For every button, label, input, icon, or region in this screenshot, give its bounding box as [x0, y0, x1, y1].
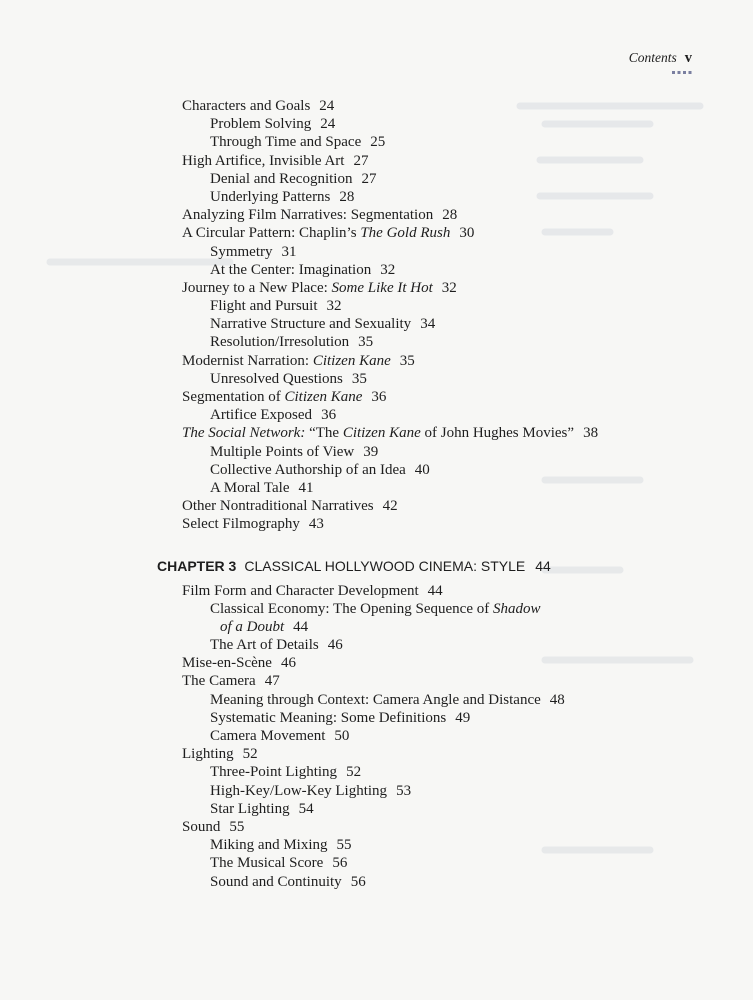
toc-entry-title-part: Through Time and Space	[210, 134, 362, 151]
toc-entry-page: 48	[549, 691, 565, 708]
toc-entry-title-part: A Circular Pattern: Chaplin’s	[182, 225, 361, 242]
running-head-label: Contents	[628, 50, 677, 65]
header-ornament	[672, 71, 694, 74]
toc-entry[interactable]	[210, 854, 753, 872]
toc-entry-title-part: Resolution/Irresolution	[210, 334, 350, 351]
toc-entry-page: 31	[281, 243, 297, 260]
toc-entry-title-part: The Camera	[182, 673, 256, 690]
toc-entry-page: 55	[336, 837, 352, 854]
toc-entry[interactable]	[210, 333, 753, 351]
toc-entry[interactable]	[182, 818, 753, 836]
toc-entry[interactable]	[182, 97, 753, 115]
toc-entry[interactable]	[182, 352, 753, 370]
toc-entry-title-part: Systematic Meaning: Some Definitions	[210, 709, 447, 726]
toc-entry-title-part: Unresolved Questions	[210, 370, 343, 387]
toc-entry-page: 47	[264, 673, 280, 690]
toc-entry-title-part: Citizen Kane	[312, 352, 391, 369]
toc-entry-title-part: Analyzing Film Narratives: Segmentation	[182, 207, 434, 224]
toc-entry-page: 44	[427, 582, 443, 599]
toc-entry-title-part: of a Doubt	[220, 618, 285, 635]
toc-entry-page: 52	[242, 746, 258, 763]
toc-entry[interactable]	[182, 206, 753, 224]
toc-entry[interactable]	[182, 388, 753, 406]
toc-entry-title-part: A Moral Tale	[210, 479, 290, 496]
toc-entry[interactable]	[210, 315, 753, 333]
toc-entry[interactable]	[182, 582, 753, 600]
toc-entry-page: 40	[414, 461, 430, 478]
toc-entry-title-part: High Artifice, Invisible Art	[182, 152, 345, 169]
toc-entry[interactable]	[210, 461, 753, 479]
toc-entry-page: 32	[441, 279, 457, 296]
toc-entry-page: 35	[351, 370, 367, 387]
toc-entry-page: 24	[319, 98, 335, 114]
toc-entry[interactable]	[182, 515, 753, 533]
toc-section-chapter-2	[0, 97, 753, 534]
toc-entry-page: 28	[339, 188, 355, 205]
toc-entry-title-part: Segmentation of	[182, 389, 285, 405]
toc-entry-page: 43	[308, 516, 324, 533]
toc-entry[interactable]	[182, 745, 753, 763]
toc-entry-title-part: Problem Solving	[210, 116, 312, 133]
toc-entry[interactable]	[182, 424, 753, 442]
toc-entry-title-part: The Art of Details	[210, 637, 319, 654]
toc-entry[interactable]	[210, 836, 753, 854]
toc-entry[interactable]	[210, 115, 753, 133]
toc-entry-page: 35	[358, 334, 374, 351]
toc-section-chapter-3	[0, 582, 753, 891]
toc-entry[interactable]	[210, 133, 753, 151]
toc-entry[interactable]	[210, 188, 753, 206]
toc-entry-page: 46	[327, 637, 343, 654]
toc-entry-title-part: At the Center: Imagination	[210, 261, 372, 278]
toc-entry-title-part: Select Filmography	[182, 516, 300, 533]
toc-entry-page: 56	[332, 855, 348, 872]
toc-entry-title-part: The Social Network:	[182, 425, 306, 442]
toc-entry-page: 32	[380, 261, 396, 278]
toc-entry[interactable]	[210, 243, 753, 261]
toc-entry-title-part: Sound	[182, 818, 221, 835]
running-head	[560, 50, 692, 67]
toc-entry[interactable]	[210, 763, 753, 781]
toc-entry-page: 41	[298, 479, 314, 496]
page-numeral: v	[684, 50, 692, 66]
toc-entry-title-part: Sound and Continuity	[210, 873, 342, 890]
chapter-page: 44	[535, 557, 551, 574]
toc-entry-page: 52	[346, 764, 362, 781]
toc-entry-title-part: Shadow	[493, 600, 541, 617]
toc-entry[interactable]	[210, 297, 753, 315]
toc-entry-title-part: of John Hughes Movies”	[420, 425, 575, 442]
toc-entry[interactable]	[210, 727, 753, 745]
toc-entry[interactable]	[182, 497, 753, 515]
toc-entry-title-part: Collective Authorship of an Idea	[210, 461, 406, 478]
toc-entry-title-part: Citizen Kane	[342, 425, 421, 442]
toc-entry-page: 28	[442, 207, 458, 224]
toc-entry-title-part: Flight and Pursuit	[210, 298, 318, 315]
toc-entry-title-part: Other Nontraditional Narratives	[182, 498, 374, 515]
chapter-title: CLASSICAL HOLLYWOOD CINEMA: STYLE	[244, 557, 526, 574]
toc-entry[interactable]	[210, 370, 753, 388]
toc-entry[interactable]	[182, 152, 753, 170]
toc-entry-page: 34	[420, 316, 436, 333]
toc-entry[interactable]	[210, 600, 753, 618]
toc-entry-title-part: Characters and Goals	[182, 98, 311, 114]
toc-entry-page: 27	[353, 152, 369, 169]
toc-entry-page: 36	[321, 407, 337, 424]
chapter-heading[interactable]	[157, 554, 753, 578]
toc-entry[interactable]	[210, 170, 753, 188]
toc-entry-title-part: High-Key/Low-Key Lighting	[210, 782, 388, 799]
toc-entry-title-part: Some Like It Hot	[331, 279, 433, 296]
toc-entry-page: 50	[334, 728, 350, 744]
toc-entry[interactable]	[182, 672, 753, 690]
toc-entry-title-part: Denial and Recognition	[210, 170, 353, 187]
toc-entry-page: 35	[399, 352, 415, 369]
toc-entry-title-part: Artifice Exposed	[210, 407, 313, 424]
toc-entry[interactable]	[210, 261, 753, 279]
toc-entry[interactable]	[210, 443, 753, 461]
toc-entry-title-part: Miking and Mixing	[210, 837, 328, 854]
toc-entry[interactable]	[182, 279, 753, 297]
toc-entry-title-part: Lighting	[182, 746, 234, 763]
toc-entry-page: 56	[350, 873, 366, 890]
toc-entry-title-part: Modernist Narration:	[182, 352, 313, 369]
toc-entry-page: 38	[583, 425, 599, 442]
toc-entry-title-part: Classical Economy: The Opening Sequence of	[210, 600, 493, 617]
toc-entry[interactable]	[210, 873, 753, 891]
toc-entry-title-part: Three-Point Lighting	[210, 764, 338, 781]
toc-entry-title-part: Narrative Structure and Sexuality	[210, 316, 412, 333]
toc-entry-page: 53	[396, 782, 412, 799]
toc-entry-page: 49	[455, 709, 471, 726]
toc-entry-title-part: The Gold Rush	[360, 225, 451, 242]
toc-entry-title-part: Film Form and Character Development	[182, 582, 419, 599]
toc-entry[interactable]	[210, 709, 753, 727]
toc-entry-title-part: Underlying Patterns	[210, 188, 331, 205]
toc-entry[interactable]	[210, 800, 753, 818]
toc-entry[interactable]	[210, 636, 753, 654]
toc-entry-title-part: Mise-en-Scène	[182, 655, 272, 672]
toc-entry-page: 55	[229, 818, 245, 835]
toc-entry-page: 54	[298, 800, 314, 817]
toc-entry-page: 30	[459, 225, 475, 242]
toc-entry-page: 32	[326, 298, 342, 315]
toc-entry-title-part: Journey to a New Place:	[182, 279, 332, 296]
toc-entry-page: 36	[371, 389, 387, 405]
toc-entry[interactable]	[210, 782, 753, 800]
toc-entry[interactable]	[210, 691, 753, 709]
toc-entry-page: 44	[293, 618, 309, 635]
toc-entry-page: 46	[280, 655, 296, 672]
toc-entry-title-part: The Musical Score	[210, 855, 324, 872]
toc-entry[interactable]	[182, 224, 753, 242]
toc-entry-title-part: Meaning through Context: Camera Angle and Distance	[210, 691, 541, 708]
chapter-number: CHAPTER 3	[157, 557, 237, 574]
toc-entry-page: 24	[320, 116, 336, 133]
toc-entry[interactable]	[210, 479, 753, 497]
toc-entry-title-part: Multiple Points of View	[210, 443, 355, 460]
toc-entry[interactable]	[210, 406, 753, 424]
toc-entry[interactable]	[220, 618, 753, 636]
toc-entry[interactable]	[182, 654, 753, 672]
toc-entry-title-part: Camera Movement	[210, 728, 326, 744]
toc-entry-title-part: Citizen Kane	[284, 389, 363, 405]
toc-entry-page: 27	[361, 170, 377, 187]
toc-entry-title-part: Symmetry	[210, 243, 273, 260]
toc-entry-page: 39	[363, 443, 379, 460]
table-of-contents	[0, 97, 753, 891]
toc-entry-title-part: “The	[305, 425, 343, 442]
toc-entry-page: 42	[382, 498, 398, 515]
toc-entry-title-part: Star Lighting	[210, 800, 290, 817]
toc-entry-page: 25	[370, 134, 386, 151]
